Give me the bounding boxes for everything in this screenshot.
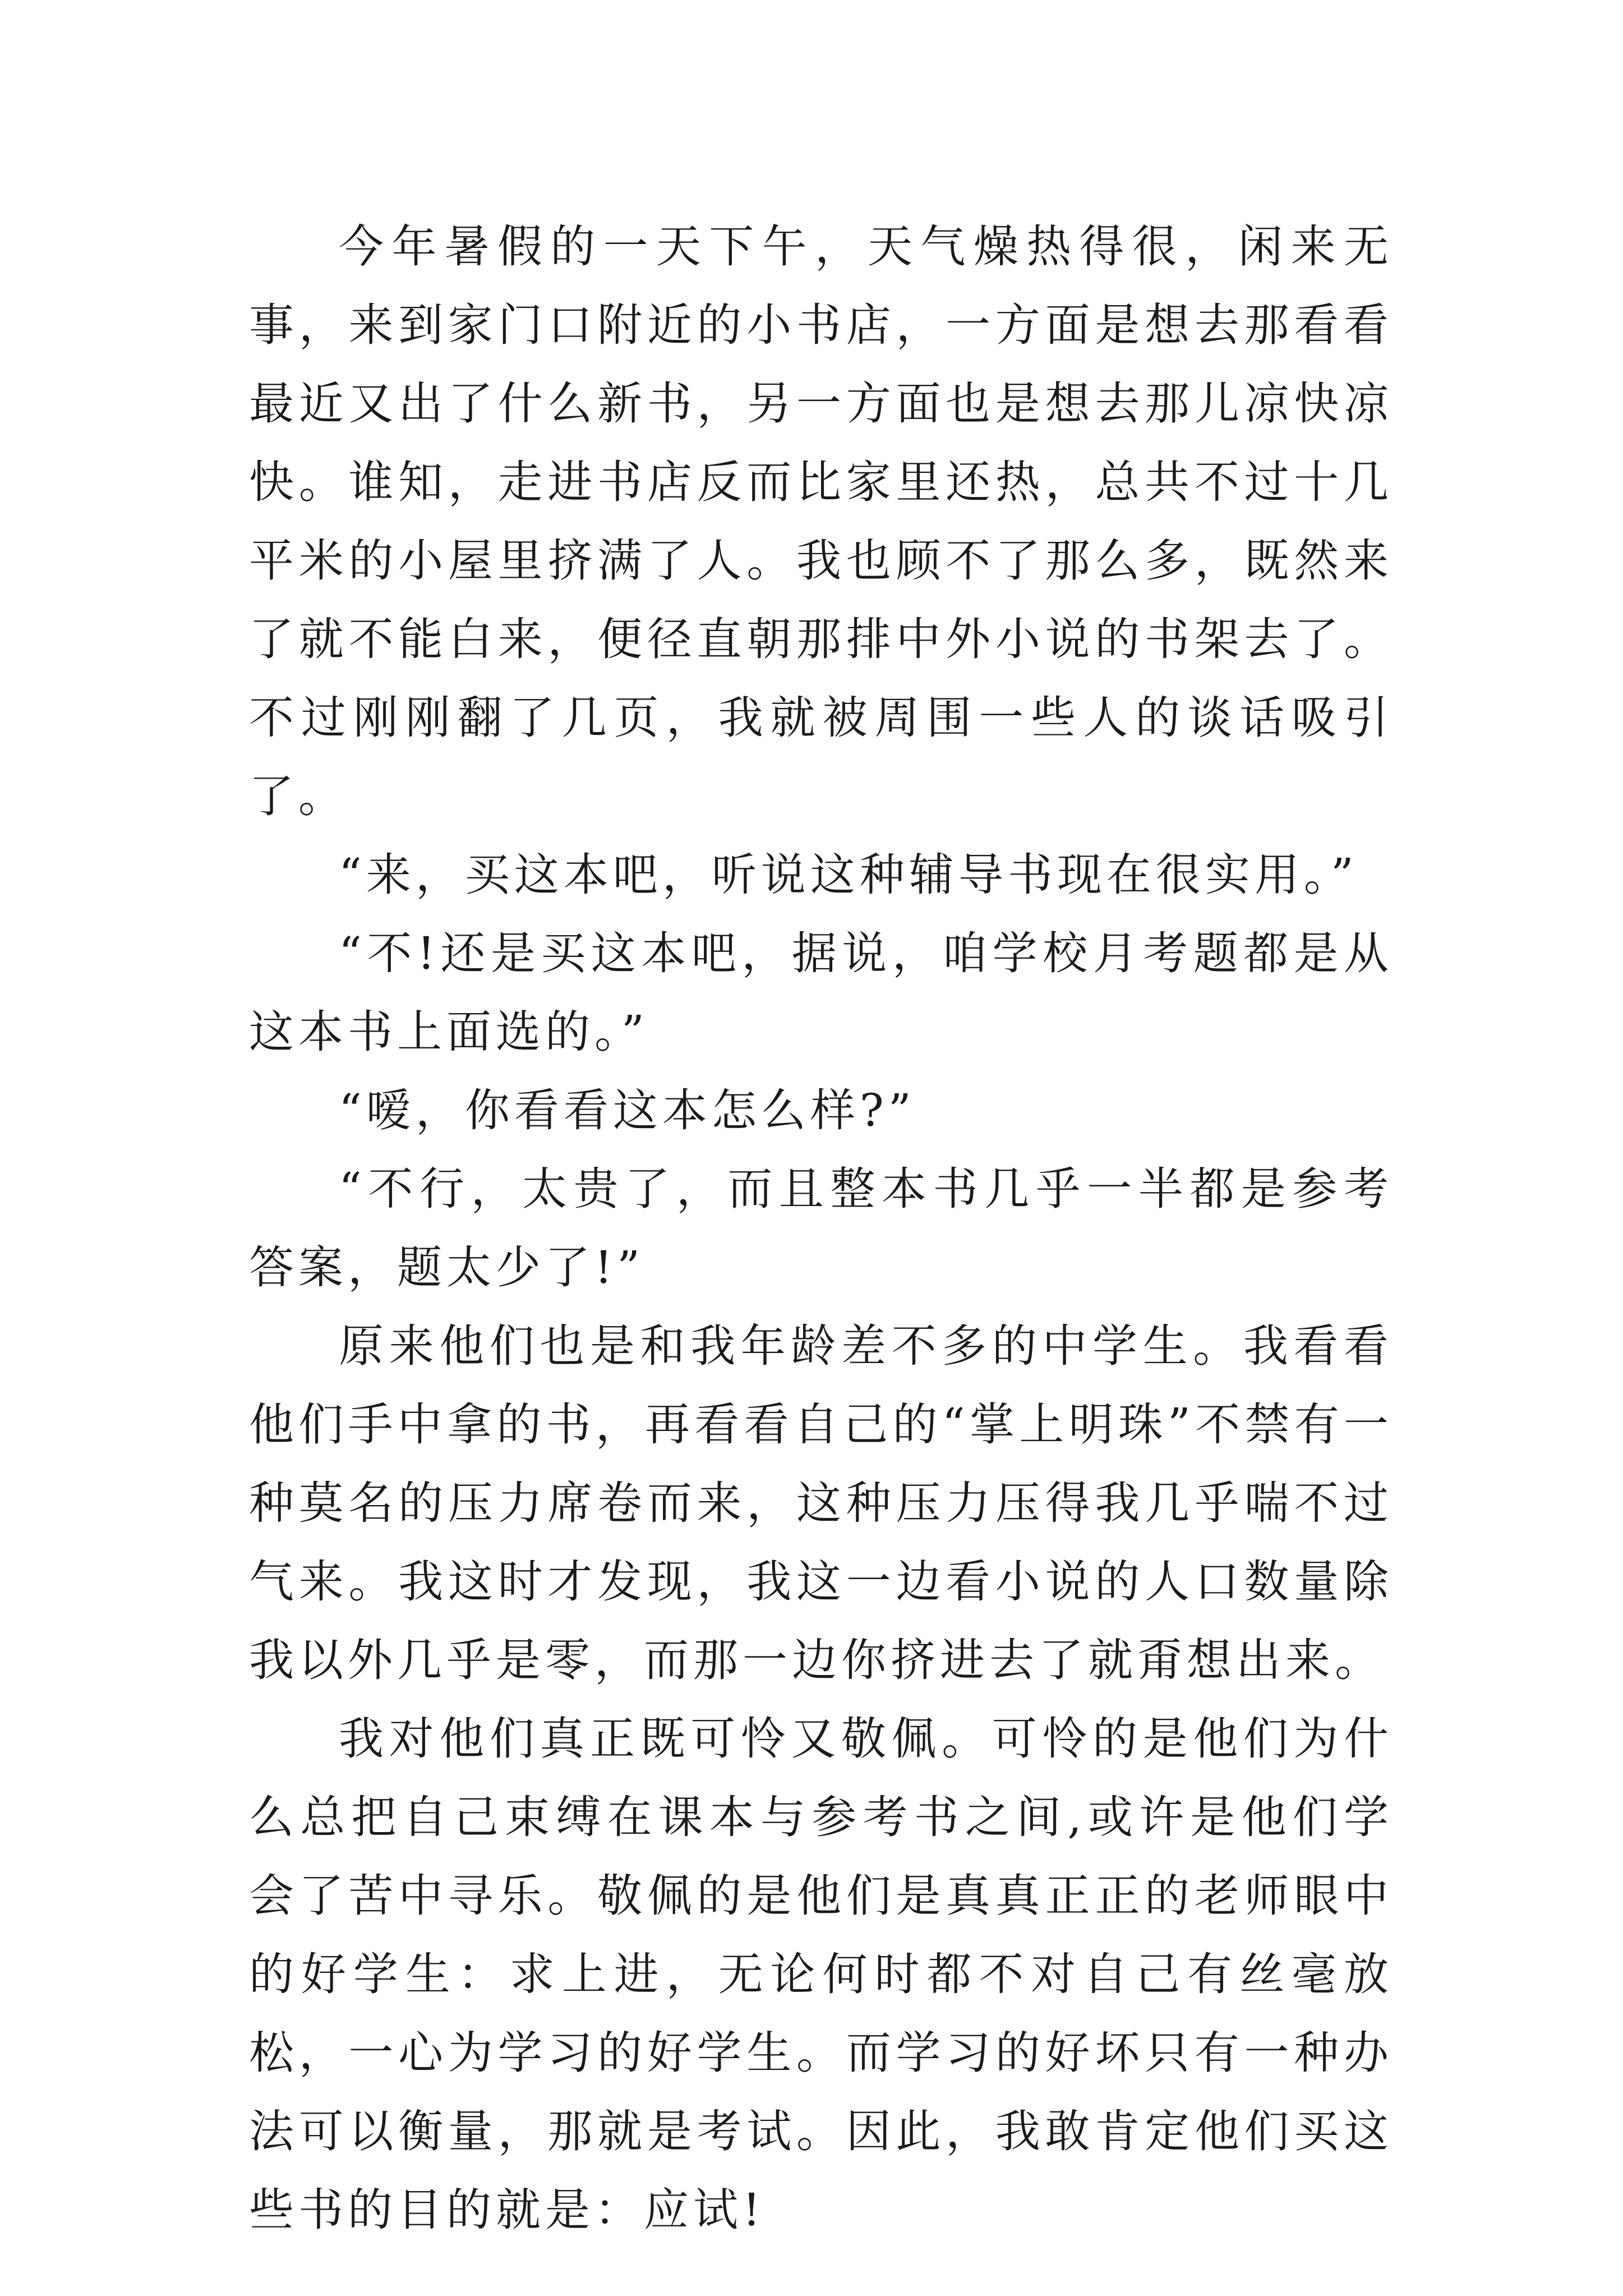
paragraph-realization: 原来他们也是和我年龄差不多的中学生。我看看他们手中拿的书，再看看自己的“掌上明珠”不禁有一种莫名的压力席卷而来，这种压力压得我几乎喘不过气来。我这时才发现，我这一边看小说的人口数量除我以外几乎是零，而那一边你挤进去了就甭想出来。 [249, 1320, 1393, 1686]
paragraph-dialogue-2: “不!还是买这本吧，据说，咱学校月考题都是从这本书上面选的。” [249, 927, 1393, 1058]
paragraph-intro: 今年暑假的一天下午，天气燥热得很，闲来无事，来到家门口附近的小书店，一方面是想去那看看最近又出了什么新书，另一方面也是想去那儿凉快凉快。谁知，走进书店反而比家里还热，总共不过十几平米的小屋里挤满了人。我也顾不了那么多，既然来了就不能白来，便径直朝那排中外小说的书架去了。不过刚刚翻了几页，我就被周围一些人的谈话吸引了。 [249, 220, 1393, 822]
paragraph-dialogue-4: “不行，太贵了，而且整本书几乎一半都是参考答案，题太少了!” [249, 1163, 1393, 1294]
body-text [249, 208, 1393, 2249]
paragraph-reflection: 我对他们真正既可怜又敬佩。可怜的是他们为什么总把自己束缚在课本与参考书之间,或许是他们学会了苦中寻乐。敬佩的是他们是真真正正的老师眼中的好学生：求上进，无论何时都不对自己有丝毫放松，一心为学习的好学生。而学习的好坏只有一种办法可以衡量，那就是考试。因此，我敢肯定他们买这些书的目的就是：应试! [249, 1713, 1393, 2236]
paragraph-dialogue-3: “嗳，你看看这本怎么样?” [339, 1084, 916, 1137]
paragraph-dialogue-1: “来，买这本吧，听说这种辅导书现在很实用。” [339, 849, 1358, 901]
